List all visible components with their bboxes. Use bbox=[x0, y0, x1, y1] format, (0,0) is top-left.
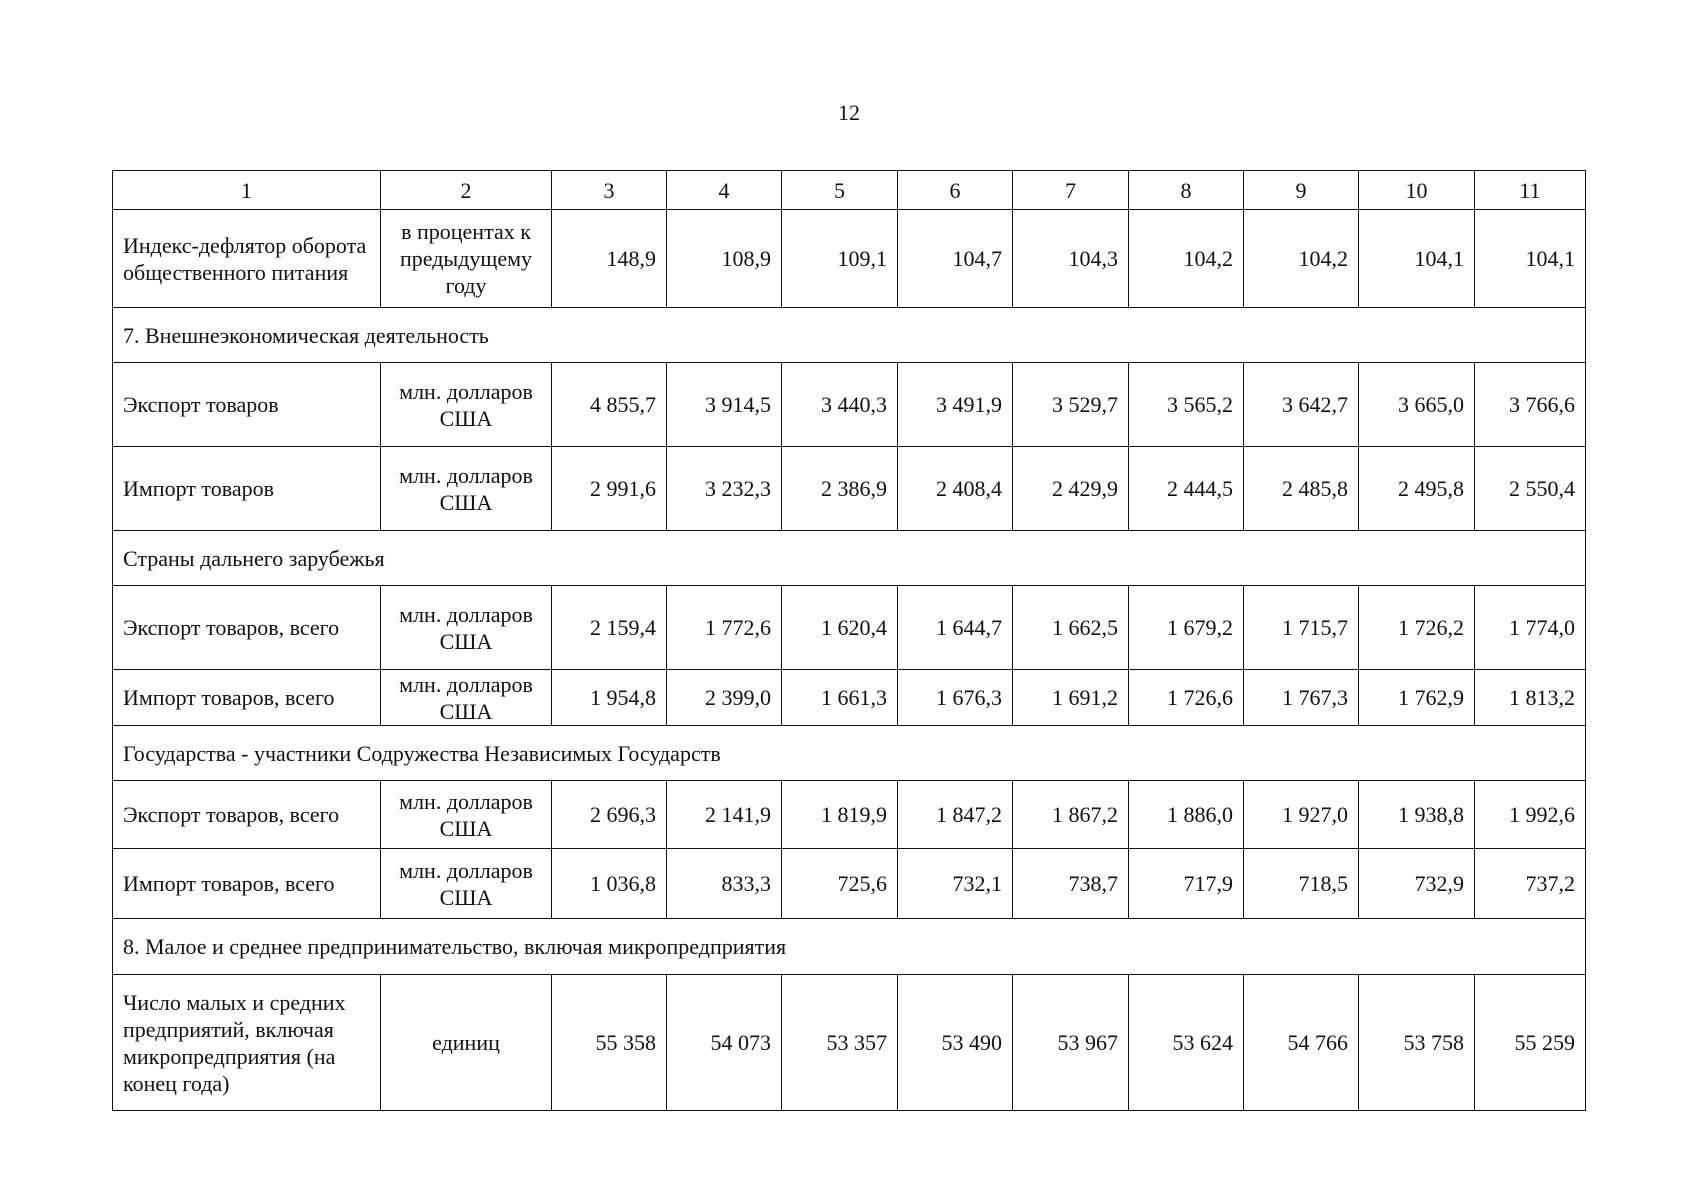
table-row bbox=[113, 447, 1586, 531]
value-cell: 1 726,2 bbox=[1359, 586, 1475, 670]
value-cell: 2 444,5 bbox=[1129, 447, 1244, 531]
value-cell: 3 440,3 bbox=[782, 363, 898, 447]
table-row bbox=[113, 849, 1586, 919]
value-cell: 53 624 bbox=[1129, 975, 1244, 1111]
table-row bbox=[113, 670, 1586, 726]
value-cell: 2 386,9 bbox=[782, 447, 898, 531]
section-header-row bbox=[113, 919, 1586, 975]
value-cell: 104,7 bbox=[898, 210, 1013, 308]
value-cell: 2 485,8 bbox=[1244, 447, 1359, 531]
value-cell: 53 490 bbox=[898, 975, 1013, 1111]
value-cell: 53 357 bbox=[782, 975, 898, 1111]
value-cell: 104,2 bbox=[1129, 210, 1244, 308]
value-cell: 732,9 bbox=[1359, 849, 1475, 919]
column-header: 10 bbox=[1359, 171, 1475, 210]
value-cell: 104,1 bbox=[1359, 210, 1475, 308]
value-cell: 1 819,9 bbox=[782, 781, 898, 849]
section-title: Государства - участники Содружества Независимых Государств bbox=[113, 726, 1586, 781]
value-cell: 1 813,2 bbox=[1475, 670, 1586, 726]
indicator-name: Экспорт товаров bbox=[113, 363, 381, 447]
column-header: 3 bbox=[552, 171, 667, 210]
indicator-name: Импорт товаров, всего bbox=[113, 670, 381, 726]
value-cell: 1 938,8 bbox=[1359, 781, 1475, 849]
unit-cell: млн. долларов США bbox=[381, 363, 552, 447]
unit-cell: млн. долларов США bbox=[381, 586, 552, 670]
value-cell: 737,2 bbox=[1475, 849, 1586, 919]
column-header: 5 bbox=[782, 171, 898, 210]
value-cell: 2 141,9 bbox=[667, 781, 782, 849]
indicator-name: Число малых и средних предприятий, включая микропредприятия (на конец года) bbox=[113, 975, 381, 1111]
value-cell: 1 927,0 bbox=[1244, 781, 1359, 849]
value-cell: 1 886,0 bbox=[1129, 781, 1244, 849]
value-cell: 738,7 bbox=[1013, 849, 1129, 919]
value-cell: 104,1 bbox=[1475, 210, 1586, 308]
indicator-name: Экспорт товаров, всего bbox=[113, 781, 381, 849]
value-cell: 1 992,6 bbox=[1475, 781, 1586, 849]
section-header-row bbox=[113, 308, 1586, 363]
section-header-row bbox=[113, 531, 1586, 586]
value-cell: 54 766 bbox=[1244, 975, 1359, 1111]
column-header: 4 bbox=[667, 171, 782, 210]
value-cell: 4 855,7 bbox=[552, 363, 667, 447]
indicators-table bbox=[112, 170, 1586, 1111]
value-cell: 3 565,2 bbox=[1129, 363, 1244, 447]
value-cell: 109,1 bbox=[782, 210, 898, 308]
value-cell: 833,3 bbox=[667, 849, 782, 919]
value-cell: 1 679,2 bbox=[1129, 586, 1244, 670]
column-number-row bbox=[113, 171, 1586, 210]
value-cell: 3 766,6 bbox=[1475, 363, 1586, 447]
value-cell: 104,2 bbox=[1244, 210, 1359, 308]
value-cell: 3 642,7 bbox=[1244, 363, 1359, 447]
value-cell: 108,9 bbox=[667, 210, 782, 308]
value-cell: 1 620,4 bbox=[782, 586, 898, 670]
value-cell: 1 691,2 bbox=[1013, 670, 1129, 726]
value-cell: 3 914,5 bbox=[667, 363, 782, 447]
indicator-name: Индекс-дефлятор оборота общественного питания bbox=[113, 210, 381, 308]
value-cell: 1 661,3 bbox=[782, 670, 898, 726]
value-cell: 718,5 bbox=[1244, 849, 1359, 919]
value-cell: 2 408,4 bbox=[898, 447, 1013, 531]
value-cell: 53 967 bbox=[1013, 975, 1129, 1111]
value-cell: 1 762,9 bbox=[1359, 670, 1475, 726]
unit-cell: единиц bbox=[381, 975, 552, 1111]
value-cell: 3 491,9 bbox=[898, 363, 1013, 447]
unit-cell: млн. долларов США bbox=[381, 670, 552, 726]
value-cell: 725,6 bbox=[782, 849, 898, 919]
section-title: 8. Малое и среднее предпринимательство, включая микропредприятия bbox=[113, 919, 1586, 975]
value-cell: 732,1 bbox=[898, 849, 1013, 919]
column-header: 1 bbox=[113, 171, 381, 210]
value-cell: 1 036,8 bbox=[552, 849, 667, 919]
column-header: 9 bbox=[1244, 171, 1359, 210]
value-cell: 1 772,6 bbox=[667, 586, 782, 670]
value-cell: 1 867,2 bbox=[1013, 781, 1129, 849]
value-cell: 55 259 bbox=[1475, 975, 1586, 1111]
column-header: 6 bbox=[898, 171, 1013, 210]
column-header: 8 bbox=[1129, 171, 1244, 210]
table-row bbox=[113, 586, 1586, 670]
value-cell: 1 954,8 bbox=[552, 670, 667, 726]
value-cell: 2 159,4 bbox=[552, 586, 667, 670]
table-row bbox=[113, 975, 1586, 1111]
unit-cell: в процентах к предыдущему году bbox=[381, 210, 552, 308]
unit-cell: млн. долларов США bbox=[381, 781, 552, 849]
table-row bbox=[113, 210, 1586, 308]
value-cell: 3 529,7 bbox=[1013, 363, 1129, 447]
value-cell: 1 847,2 bbox=[898, 781, 1013, 849]
indicator-name: Экспорт товаров, всего bbox=[113, 586, 381, 670]
page-number: 12 bbox=[838, 100, 860, 125]
value-cell: 2 399,0 bbox=[667, 670, 782, 726]
value-cell: 1 774,0 bbox=[1475, 586, 1586, 670]
value-cell: 1 726,6 bbox=[1129, 670, 1244, 726]
section-title: Страны дальнего зарубежья bbox=[113, 531, 1586, 586]
column-header: 7 bbox=[1013, 171, 1129, 210]
column-header: 2 bbox=[381, 171, 552, 210]
value-cell: 1 767,3 bbox=[1244, 670, 1359, 726]
unit-cell: млн. долларов США bbox=[381, 447, 552, 531]
table-body bbox=[113, 210, 1586, 1111]
section-title: 7. Внешнеэкономическая деятельность bbox=[113, 308, 1586, 363]
value-cell: 2 495,8 bbox=[1359, 447, 1475, 531]
value-cell: 1 715,7 bbox=[1244, 586, 1359, 670]
table-row bbox=[113, 781, 1586, 849]
value-cell: 717,9 bbox=[1129, 849, 1244, 919]
value-cell: 3 665,0 bbox=[1359, 363, 1475, 447]
value-cell: 104,3 bbox=[1013, 210, 1129, 308]
indicator-name: Импорт товаров bbox=[113, 447, 381, 531]
value-cell: 1 676,3 bbox=[898, 670, 1013, 726]
value-cell: 1 644,7 bbox=[898, 586, 1013, 670]
value-cell: 3 232,3 bbox=[667, 447, 782, 531]
section-header-row bbox=[113, 726, 1586, 781]
value-cell: 55 358 bbox=[552, 975, 667, 1111]
value-cell: 148,9 bbox=[552, 210, 667, 308]
value-cell: 2 429,9 bbox=[1013, 447, 1129, 531]
value-cell: 2 696,3 bbox=[552, 781, 667, 849]
value-cell: 1 662,5 bbox=[1013, 586, 1129, 670]
value-cell: 2 991,6 bbox=[552, 447, 667, 531]
value-cell: 2 550,4 bbox=[1475, 447, 1586, 531]
column-header: 11 bbox=[1475, 171, 1586, 210]
unit-cell: млн. долларов США bbox=[381, 849, 552, 919]
value-cell: 53 758 bbox=[1359, 975, 1475, 1111]
indicator-name: Импорт товаров, всего bbox=[113, 849, 381, 919]
table-row bbox=[113, 363, 1586, 447]
value-cell: 54 073 bbox=[667, 975, 782, 1111]
